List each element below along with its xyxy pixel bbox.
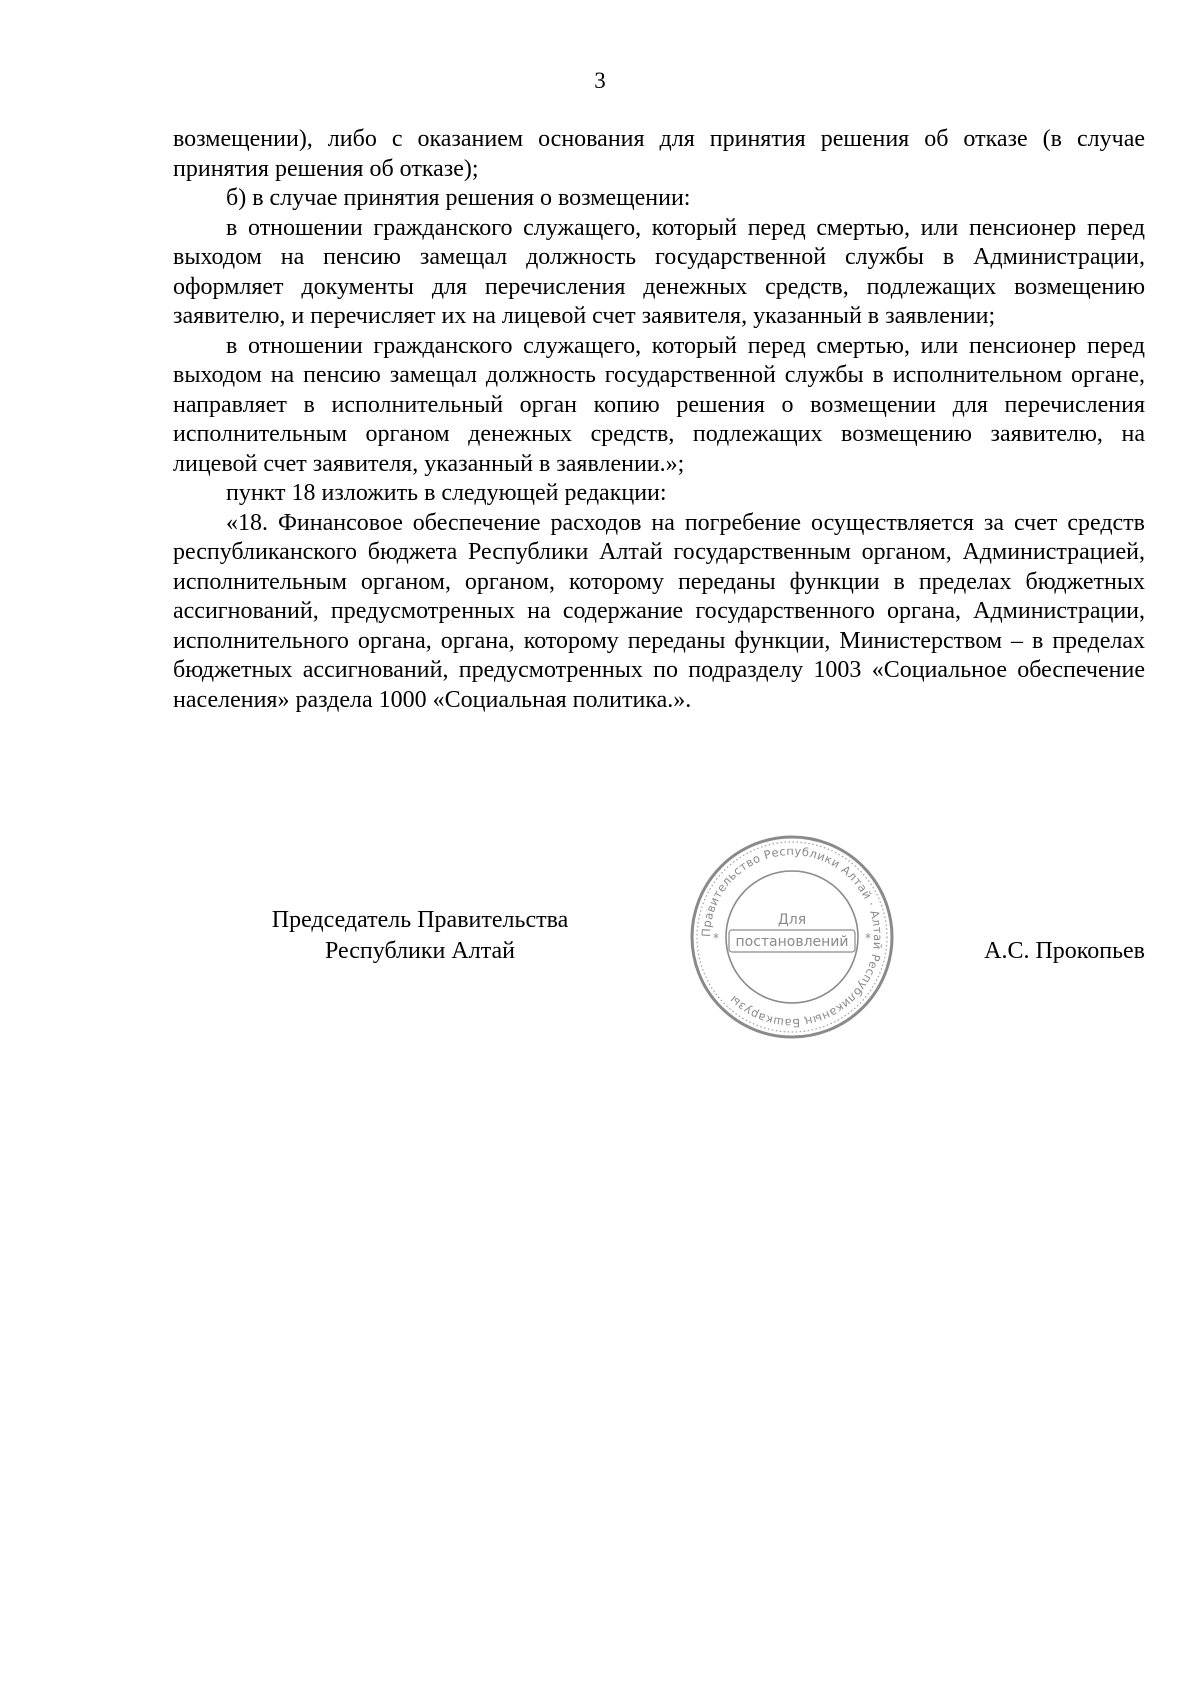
paragraph: б) в случае принятия решения о возмещении: [226, 185, 691, 211]
signatory-title [240, 905, 600, 967]
paragraph: в отношении гражданского служащего, который перед смертью, или пенсионер перед выходом на пенсию замещал должность государственной службы в Администрации, оформляет документы для перечисления денежных средств, подлежащих возмещению заявителю, и перечисляет их на лицевой счет заявителя, указанный в заявлении; [173, 214, 1145, 329]
stamp-center-line-1: Для [777, 912, 807, 928]
paragraph: «18. Финансовое обеспечение расходов на погребение осуществляется за счет средств республиканского бюджета Республики Алтай государственным органом, Администрацией, исполнительным органом, органом, которому переданы функции в пределах бюджетных ассигнований, предусмотренных на содержание государственного органа, Администрации, исполнительного органа, органа, которому переданы функции, Министерством – в пределах бюджетных ассигнований, предусмотренных по подразделу 1003 «Социальное обеспечение населения» раздела 1000 «Социальная политика.». [173, 509, 1145, 713]
document-body [173, 125, 1145, 715]
paragraph: в отношении гражданского служащего, который перед смертью, или пенсионер перед выходом на пенсию замещал должность государственной службы в исполнительном органе, направляет в исполнительный орган копию решения о возмещении для перечисления исполнительным органом денежных средств, подлежащих возмещению заявителю, на лицевой счет заявителя, указанный в заявлении.»; [173, 332, 1145, 477]
page-number: 3 [594, 68, 606, 93]
signatory-title-line-1: Председатель Правительства [271, 907, 569, 933]
paragraph: пункт 18 изложить в следующей редакции: [226, 480, 667, 506]
stamp-star-left-icon: * [713, 931, 719, 945]
paragraph: возмещении), либо с оказанием основания для принятия решения об отказе (в случае принятия решения об отказе); [173, 126, 1145, 182]
signature-block [0, 843, 1200, 1055]
signatory-title-line-2: Республики Алтай [325, 938, 515, 964]
stamp-star-right-icon: * [865, 931, 871, 945]
official-seal-stamp [687, 832, 897, 1042]
stamp-center-line-2: постановлений [735, 934, 849, 950]
stamp-outer-text: Правительство Республики Алтай · Алтай Республиканың Башкарузы [698, 843, 886, 1031]
signatory-name: А.С. Прокопьев [984, 938, 1145, 964]
